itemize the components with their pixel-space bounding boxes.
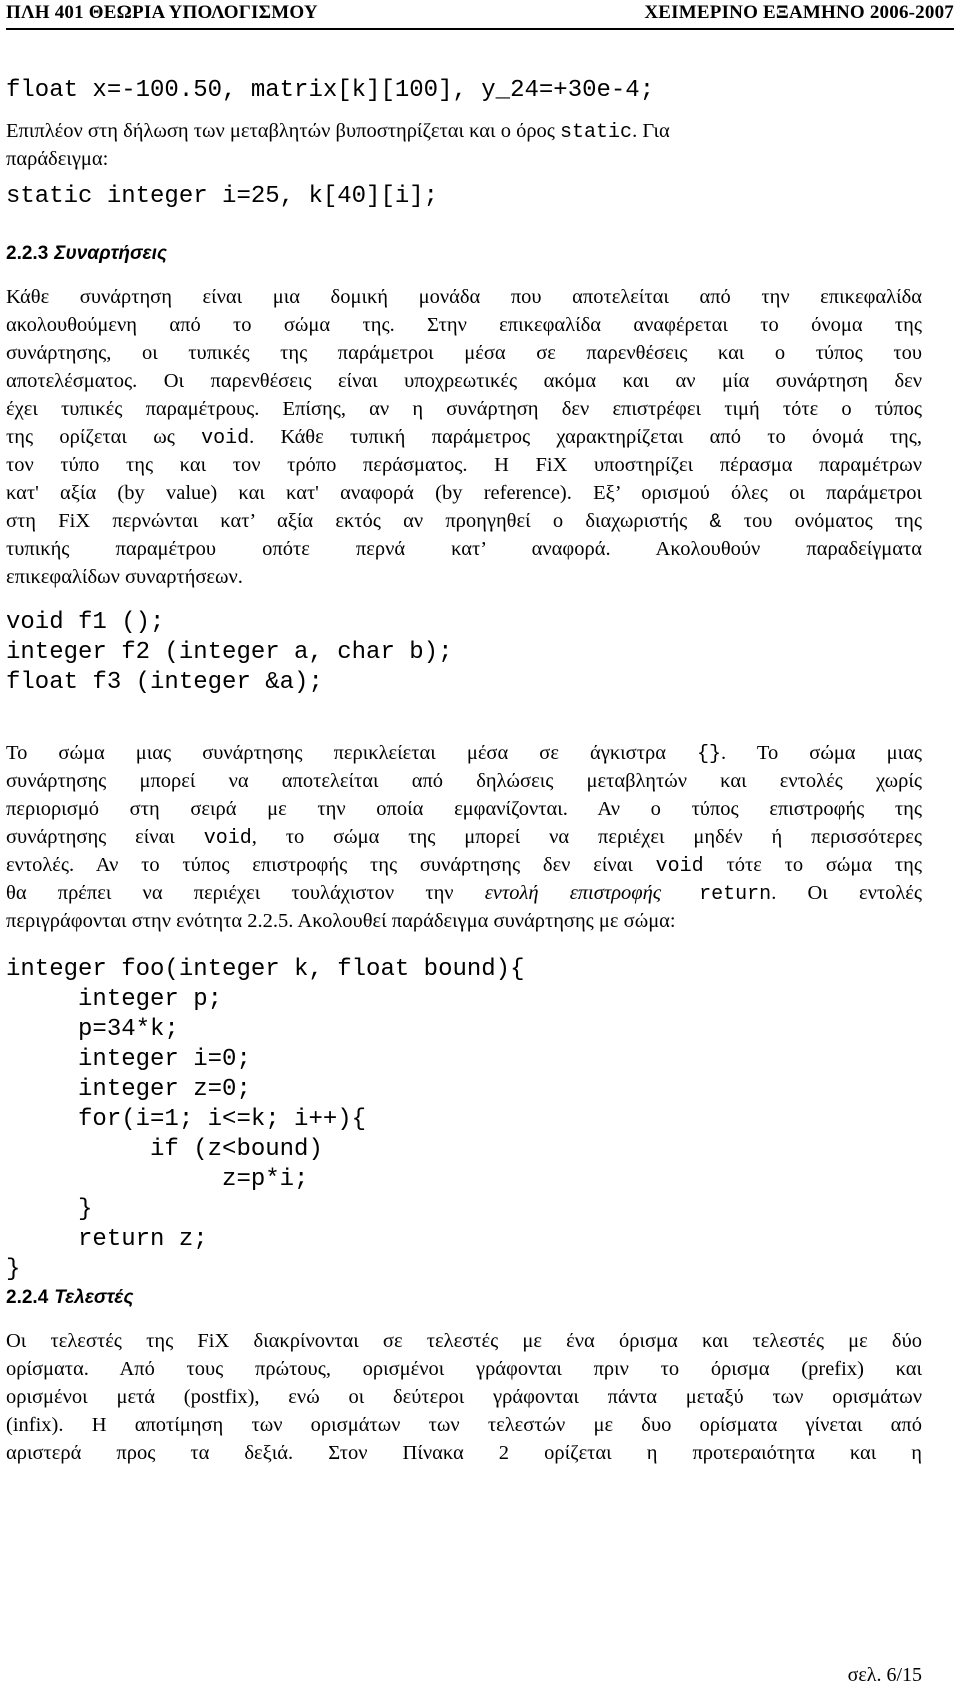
text-segment: θα πρέπει να περιέχει τουλάχιστον την [6, 882, 485, 904]
functions-line6 [6, 424, 922, 452]
operators-line1: Οι τελεστές της FiX διακρίνονται σε τελεστές με ένα όρισμα και τελεστές με δύο [6, 1330, 922, 1352]
code-static-declaration: static integer i=25, k[40][i]; [6, 183, 439, 210]
semester-label: ΧΕΙΜΕΡΙΝΟ ΕΞΑΜΗΝΟ 2006-2007 [644, 2, 954, 23]
section-number: 2.2.3 [6, 243, 49, 264]
code-header-f3: float f3 (integer &a); [6, 669, 323, 696]
body-line5 [6, 852, 922, 880]
body-line7: περιγράφονται στην ενότητα 2.2.5. Ακολουθεί παράδειγμα συνάρτησης με σώμα: [6, 910, 676, 932]
functions-line1: Κάθε συνάρτηση είναι μια δομική μονάδα που αποτελείται από την επικεφαλίδα [6, 286, 922, 308]
functions-line2: ακολουθούμενη από το σώμα της. Στην επικεφαλίδα αναφέρεται το όνομα της [6, 314, 922, 336]
text-segment: του ονόματος της [721, 510, 923, 532]
text-segment: εντολές. Αν το τύπος επιστροφής της συνάρτησης δεν είναι [6, 854, 656, 876]
code-header-f1: void f1 (); [6, 609, 165, 636]
code-function-foo: integer foo(integer k, float bound){ integer p; p=34*k; integer i=0; integer z=0; for(i=1; i<=k; i++){ if (z<bound) z=p*i; } return z; } [6, 956, 525, 1283]
page-header [6, 0, 954, 30]
inline-code-return: return [661, 883, 772, 906]
section-title: Συναρτήσεις [54, 243, 168, 264]
inline-code-braces: {} [697, 743, 722, 766]
functions-line8: κατ' αξία (by value) και κατ' αναφορά (by reference). Εξ’ ορισμού όλες οι παράμετροι [6, 482, 922, 504]
course-title: ΠΛΗ 401 ΘΕΩΡΙΑ ΥΠΟΛΟΓΙΣΜΟΥ [6, 2, 318, 23]
italic-return-statement: εντολή επιστροφής [484, 882, 662, 904]
inline-code-static: static [560, 121, 633, 144]
operators-line2: ορίσματα. Από τους πρώτους, ορισμένοι γράφονται πριν το όρισμα (prefix) και [6, 1358, 922, 1380]
section-title: Τελεστές [54, 1287, 134, 1308]
inline-code-void: void [655, 855, 704, 878]
section-heading-operators [6, 1287, 134, 1309]
operators-line5: αριστερά προς τα δεξιά. Στον Πίνακα 2 ορίζεται η προτεραιότητα και η [6, 1442, 922, 1464]
page-number: σελ. 6/15 [847, 1664, 922, 1686]
text-segment: . Για [632, 120, 670, 142]
inline-code-void: void [203, 827, 252, 850]
body-line6 [6, 880, 922, 908]
body-line4 [6, 824, 922, 852]
body-line2: συνάρτησης μπορεί να αποτελείται από δηλώσεις μεταβλητών και εντολές χωρίς [6, 770, 922, 792]
paragraph-static-line1 [6, 118, 922, 146]
functions-line11: επικεφαλίδων συναρτήσεων. [6, 566, 243, 588]
operators-line4: (infix). Η αποτίμηση των ορισμάτων των τελεστών με δυο ορίσματα γίνεται από [6, 1414, 922, 1436]
text-segment: , το σώμα της μπορεί να περιέχει μηδέν ή περισσότερες [251, 826, 923, 848]
text-segment: στη FiX περνώνται κατ’ αξία εκτός αν προηγηθεί ο διαχωριστής [6, 510, 710, 532]
code-header-f2: integer f2 (integer a, char b); [6, 639, 453, 666]
text-segment: τότε το σώμα της [703, 854, 922, 876]
paragraph-static-line2: παράδειγμα: [6, 148, 109, 170]
section-heading-functions [6, 243, 167, 265]
body-line1 [6, 740, 922, 768]
section-number: 2.2.4 [6, 1287, 49, 1308]
functions-line9 [6, 508, 922, 536]
functions-line5: έχει τυπικές παραμέτρους. Επίσης, αν η συνάρτηση δεν επιστρέφει τιμή τότε ο τύπος [6, 398, 922, 420]
text-segment: . Κάθε τυπική παράμετρος χαρακτηρίζεται από το όνομά της, [249, 426, 922, 448]
functions-line10: τυπικής παραμέτρου οπότε περνά κατ’ αναφορά. Ακολουθούν παραδείγματα [6, 538, 922, 560]
text-segment: συνάρτησης είναι [6, 826, 204, 848]
code-float-declaration: float x=-100.50, matrix[k][100], y_24=+30e-4; [6, 77, 655, 104]
functions-line7: τον τύπο της και τον τρόπο περάσματος. Η FiX υποστηρίζει πέρασμα παραμέτρων [6, 454, 922, 476]
text-segment: . Το σώμα μιας [721, 742, 922, 764]
text-segment: Επιπλέον στη δήλωση των μεταβλητών βυποστηρίζεται και ο όρος [6, 120, 561, 142]
functions-line3: συνάρτησης, οι τυπικές της παράμετροι μέσα σε παρενθέσεις και ο τύπος του [6, 342, 922, 364]
text-segment: της ορίζεται ως [6, 426, 202, 448]
operators-line3: ορισμένοι μετά (postfix), ενώ οι δεύτεροι γράφονται πάντα μεταξύ των ορισμάτων [6, 1386, 922, 1408]
text-segment: . Οι εντολές [771, 882, 922, 904]
body-line3: περιορισμό στη σειρά με την οποία εμφανίζονται. Αν ο τύπος επιστροφής της [6, 798, 922, 820]
inline-code-void: void [201, 427, 250, 450]
functions-line4: αποτελέσματος. Οι παρενθέσεις είναι υποχρεωτικές ακόμα και αν μία συνάρτηση δεν [6, 370, 922, 392]
text-segment: Το σώμα μιας συνάρτησης περικλείεται μέσα σε άγκιστρα [6, 742, 697, 764]
inline-code-ampersand: & [709, 511, 722, 534]
